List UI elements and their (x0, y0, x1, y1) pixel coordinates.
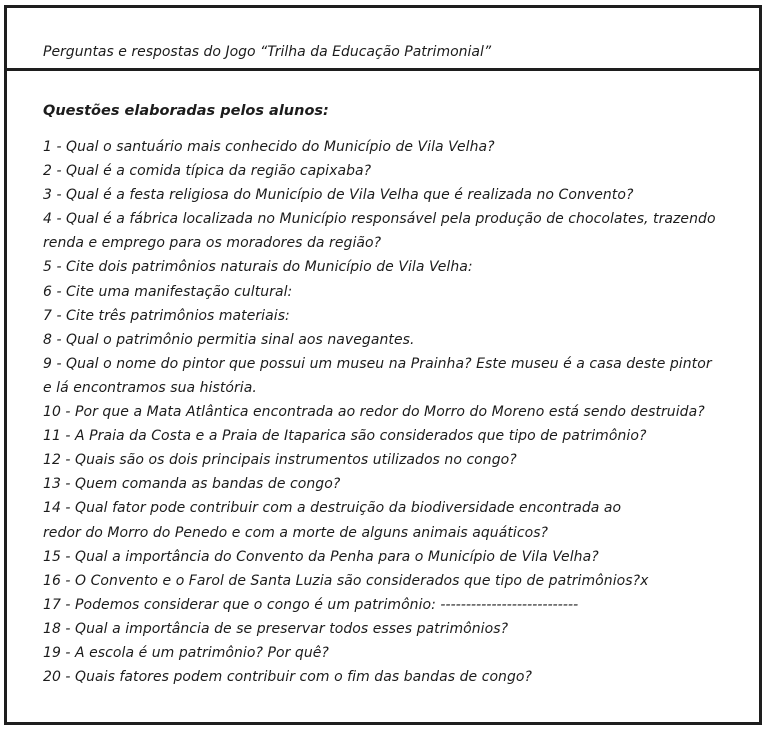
question-line: 8 - Qual o patrimônio permitia sinal aos navegantes. (43, 331, 415, 348)
questions-section (43, 101, 739, 689)
question-line: redor do Morro do Penedo e com a morte de alguns animais aquáticos? (43, 524, 549, 541)
question-line: 10 - Por que a Mata Atlântica encontrada ao redor do Morro do Moreno está sendo destruida? (43, 404, 705, 421)
questions-list (43, 135, 739, 689)
document-header (7, 8, 759, 71)
question-line: 5 - Cite dois patrimônios naturais do Município de Vila Velha: (43, 259, 473, 276)
question-line: 3 - Qual é a festa religiosa do Município de Vila Velha que é realizada no Convento? (43, 187, 634, 204)
question-line: 2 - Qual é a comida típica da região capixaba? (43, 163, 372, 180)
question-line: 19 - A escola é um patrimônio? Por quê? (43, 644, 329, 661)
question-line: 13 - Quem comanda as bandas de congo? (43, 476, 341, 493)
question-line: 6 - Cite uma manifestação cultural: (43, 283, 293, 300)
question-line: 18 - Qual a importância de se preservar todos esses patrimônios? (43, 620, 509, 637)
question-line: e lá encontramos sua história. (43, 379, 257, 396)
question-line: 17 - Podemos considerar que o congo é um patrimônio: --------------------------- (43, 596, 579, 613)
question-line: 4 - Qual é a fábrica localizada no Município responsável pela produção de chocolates, trazendo (43, 211, 716, 228)
document-frame (4, 5, 762, 725)
question-line: renda e emprego para os moradores da região? (43, 235, 382, 252)
questions-heading: Questões elaboradas pelos alunos: (43, 103, 329, 119)
question-line: 12 - Quais são os dois principais instrumentos utilizados no congo? (43, 452, 517, 469)
question-line: 7 - Cite três patrimônios materiais: (43, 307, 290, 324)
document-title: Perguntas e respostas do Jogo “Trilha da Educação Patrimonial” (43, 44, 492, 60)
question-line: 16 - O Convento e o Farol de Santa Luzia são considerados que tipo de patrimônios?x (43, 572, 649, 589)
question-line: 14 - Qual fator pode contribuir com a destruição da biodiversidade encontrada ao (43, 500, 622, 517)
question-line: 15 - Qual a importância do Convento da Penha para o Município de Vila Velha? (43, 548, 599, 565)
question-line: 11 - A Praia da Costa e a Praia de Itaparica são considerados que tipo de patrimônio? (43, 428, 647, 445)
question-line: 20 - Quais fatores podem contribuir com o fim das bandas de congo? (43, 669, 533, 686)
question-line: 1 - Qual o santuário mais conhecido do Município de Vila Velha? (43, 139, 495, 155)
question-line: 9 - Qual o nome do pintor que possui um museu na Prainha? Este museu é a casa deste pintor (43, 355, 712, 372)
